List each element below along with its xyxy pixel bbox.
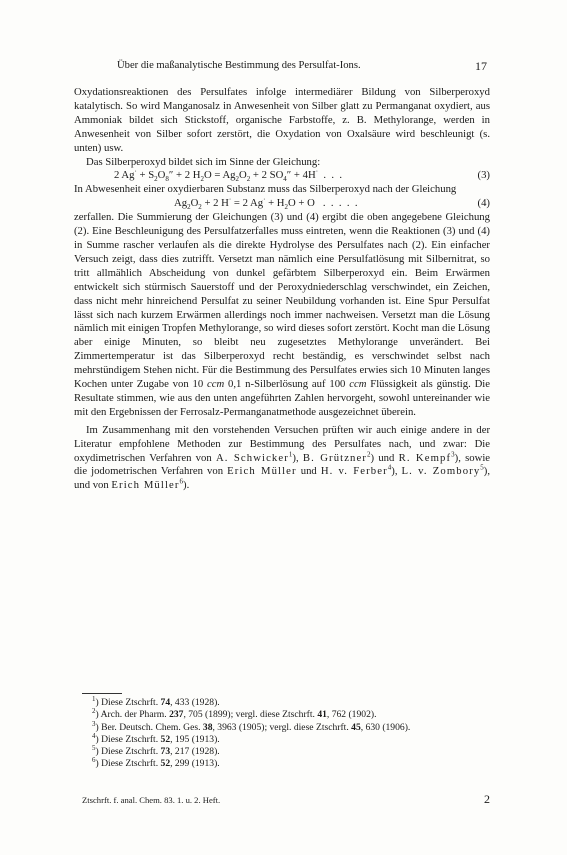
footnote-mark: 3 <box>92 719 96 728</box>
author-name: L. v. Zombory <box>401 465 481 478</box>
running-title: Über die maßanalytische Bestimmung des Persulfat-Ions. <box>117 60 361 71</box>
volume: 41 <box>317 709 327 721</box>
volume: 38 <box>202 721 213 733</box>
footnote-mark: 1 <box>92 694 96 703</box>
author-name: Erich Müller <box>227 465 297 478</box>
footnote-ref: 4 <box>387 463 392 472</box>
equation-3 <box>74 169 490 183</box>
equation-4-number: (4) <box>477 197 490 210</box>
footnote: $^4$) Diese Ztschrft. 52, 195 (1913). <box>92 731 220 745</box>
footnote-text: Diese Ztschrft. <box>101 733 159 745</box>
footnote-text: , 299 (1913). <box>170 758 220 770</box>
paragraph-text: 0,1 n-Silberlösung auf 100 <box>228 378 346 391</box>
footnote-text: Arch. der Pharm. <box>100 709 167 721</box>
footnote-text: Ber. Deutsch. Chem. Ges. <box>101 721 201 733</box>
volume: 73 <box>160 746 171 758</box>
separator: , <box>394 465 398 478</box>
author-name: R. Kempf <box>398 451 452 464</box>
volume: 45 <box>351 721 361 733</box>
paragraph-text: Flüssigkeit als günstig. Die Resultate stimmen, wie aus den unten angeführten Zahlen hervorgeht, sowohl untereinander wie mit den Ergebnissen der Ferrosalz-Permanganatmethode ausgezeichnet überein. <box>74 378 491 418</box>
body-text <box>74 86 490 493</box>
footnote-text: Diese Ztschrft. <box>101 758 159 770</box>
paragraph: Das Silberperoxyd bildet sich im Sinne der Gleichung: <box>86 155 321 168</box>
footnote-text: , 217 (1928). <box>170 746 220 758</box>
paragraph <box>74 211 490 420</box>
footnote-text: , 705 (1899); vergl. diese Ztschrft. <box>183 709 315 721</box>
paragraph-text: Im Zusammenhang mit den vorstehenden Versuchen prüften wir auch einige andere in der Literatur empfohlene Methoden zur Bestimmung des Persulfates nach, und zwar: Die oxydimetrischen Verfahren von <box>74 423 490 464</box>
volume: 237 <box>169 709 184 721</box>
page-number: 17 <box>475 59 487 73</box>
footnote: $^5$) Diese Ztschrft. 73, 217 (1928). <box>92 744 220 758</box>
volume: 52 <box>160 733 171 745</box>
footnote-ref: 3 <box>451 450 455 458</box>
footnote-ref: 6 <box>179 477 184 486</box>
footnote: $^3$) Ber. Deutsch. Chem. Ges. 38, 3963 (1905); vergl. diese Ztschrft. 45, 630 (1906). <box>92 719 411 733</box>
footnote-text: , 3963 (1905); vergl. diese Ztschrft. <box>212 721 349 733</box>
journal-reference: Ztschrft. f. anal. Chem. 83. 1. u. 2. Heft. <box>82 795 221 805</box>
paragraph-text: , und von <box>74 465 490 492</box>
equation-4 <box>74 197 490 211</box>
footnote-text: , 630 (1906). <box>360 721 411 733</box>
author-name: A. Schwicker <box>215 451 289 464</box>
equation-3-formula: 2 $Ag^\cdot + S_2O_8'' + 2$ $H_2O = Ag_2O_2 + 2$ $SO_4'' + 4H^\cdot$ . . . <box>114 167 343 184</box>
paragraph: Oxydationsreaktionen des Persulfates infolge intermediärer Bildung von Silberperoxyd katalytisch. So wird Manganosalz in Anwesenheit von Silber glatt zu Permanganat oxydiert, aus Ammoniak bildet sich Stickstoff, organische Farbstoffe, z. B. Methylorange, werden in Anwesenheit von Silber sofort zerstört, die Oxydation von Oxalsäure wird beschleunigt (s. unten) usw. <box>74 86 490 154</box>
unit: ccm <box>349 378 367 391</box>
author-name: H. v. Ferber <box>320 465 388 478</box>
footnote-text: Diese Ztschrft. <box>101 697 159 708</box>
footnote-mark: 2 <box>92 707 96 716</box>
separator: und <box>300 465 317 478</box>
separator: . <box>186 479 190 492</box>
footnote: $^1$) Diese Ztschrft. 74, 433 (1928). <box>92 694 220 708</box>
paragraph: Im Zusammenhang mit den vorstehenden Versuchen prüften wir auch einige andere in der Literatur empfohlene Methoden zur Bestimmung des Persulfates nach, und zwar: Die oxydimetrischen Verfahren von A. Schwicker$^1$), B. Grützner$^2$) und R. Kempf$^3$), sowie die jodometrischen Verfahren von Erich Müller und H. v. Ferber$^4$), L. v. Zombory$^5$), und von Erich Müller$^6$). <box>74 423 491 492</box>
footnote-text: , 195 (1913). <box>170 733 220 745</box>
separator: und <box>378 451 395 464</box>
footnote-ref: 1 <box>288 450 293 458</box>
author-name: B. Grützner <box>302 451 367 464</box>
paragraph: In Abwesenheit einer oxydierbaren Substanz muss das Silberperoxyd nach der Gleichung <box>74 183 457 196</box>
footnote: $^6$) Diese Ztschrft. 52, 299 (1913). <box>92 756 220 770</box>
volume: 74 <box>160 697 171 708</box>
footnote-text: , 762 (1902). <box>326 709 377 721</box>
unit: ccm <box>206 378 225 391</box>
footnote-mark: 5 <box>92 744 96 752</box>
equation-4-formula: $Ag_2O_2 + 2$ H· = 2 $Ag^\cdot + H_2O + O$ . . . . . <box>174 195 358 212</box>
footnote: $^2$) Arch. der Pharm. 237, 705 (1899); vergl. diese Ztschrft. 41, 762 (1902). <box>92 707 377 721</box>
footnotes <box>74 694 490 771</box>
running-header <box>77 60 487 78</box>
separator: , <box>295 451 299 464</box>
footnote-mark: 4 <box>92 731 96 740</box>
equation-3-number: (3) <box>477 169 490 182</box>
author-name: Erich Müller <box>111 479 180 492</box>
footnote-ref: 2 <box>367 450 371 458</box>
page-footer <box>82 792 490 806</box>
volume: 52 <box>160 758 171 770</box>
footnote-text: Diese Ztschrft. <box>101 746 159 758</box>
paragraph-text: , sowie die jodometrischen Verfahren von <box>74 451 491 478</box>
footnote-mark: 6 <box>92 756 96 765</box>
footnote-rule <box>82 693 122 694</box>
signature-mark: 2 <box>484 792 490 806</box>
footnote-text: , 433 (1928). <box>170 697 220 708</box>
paragraph-text: zerfallen. Die Summierung der Gleichungen (3) und (4) ergibt die oben angegebene Gleichung (2). Eine Beschleunigung des Persulfatzerfalles muss eintreten, wenn die Reaktionen (3) und (4) in Summe rascher verlaufen als die direkte Hydrolyse des Persulfates nach (2). Ein einfacher Versuch zeigt, dass dies zutrifft. Versetzt man nämlich eine Persulfatlösung mit Silbernitrat, so tritt allmählich Abscheidung von dunkel gefärbtem Silberperoxyd ein. Beim Erwärmen entwickelt sich stürmisch Sauerstoff und der Peroxydniederschlag verschwindet, ein Zeichen, dass nicht mehr hinreichend Persulfat zu seiner Neubildung vorhanden ist. Eine Spur Persulfat lässt sich nach kurzem Erwärmen allerdings noch immer nachweisen. Versetzt man die Lösung nämlich mit einigen Tropfen Methylorange, so wird dieses sofort zerstört. Kocht man die Lösung aber einige Minuten, so bleibt neu zugesetztes Methylorange unverändert. Bei Zimmertemperatur ist das Silberperoxyd recht beständig, es verschwindet selbst nach mehrstündigem Stehen nicht. Für die Bestimmung des Persulfates erwies sich 10 Minuten langes Kochen unter Zugabe von 10 <box>74 211 490 391</box>
footnote-ref: 5 <box>480 463 484 472</box>
